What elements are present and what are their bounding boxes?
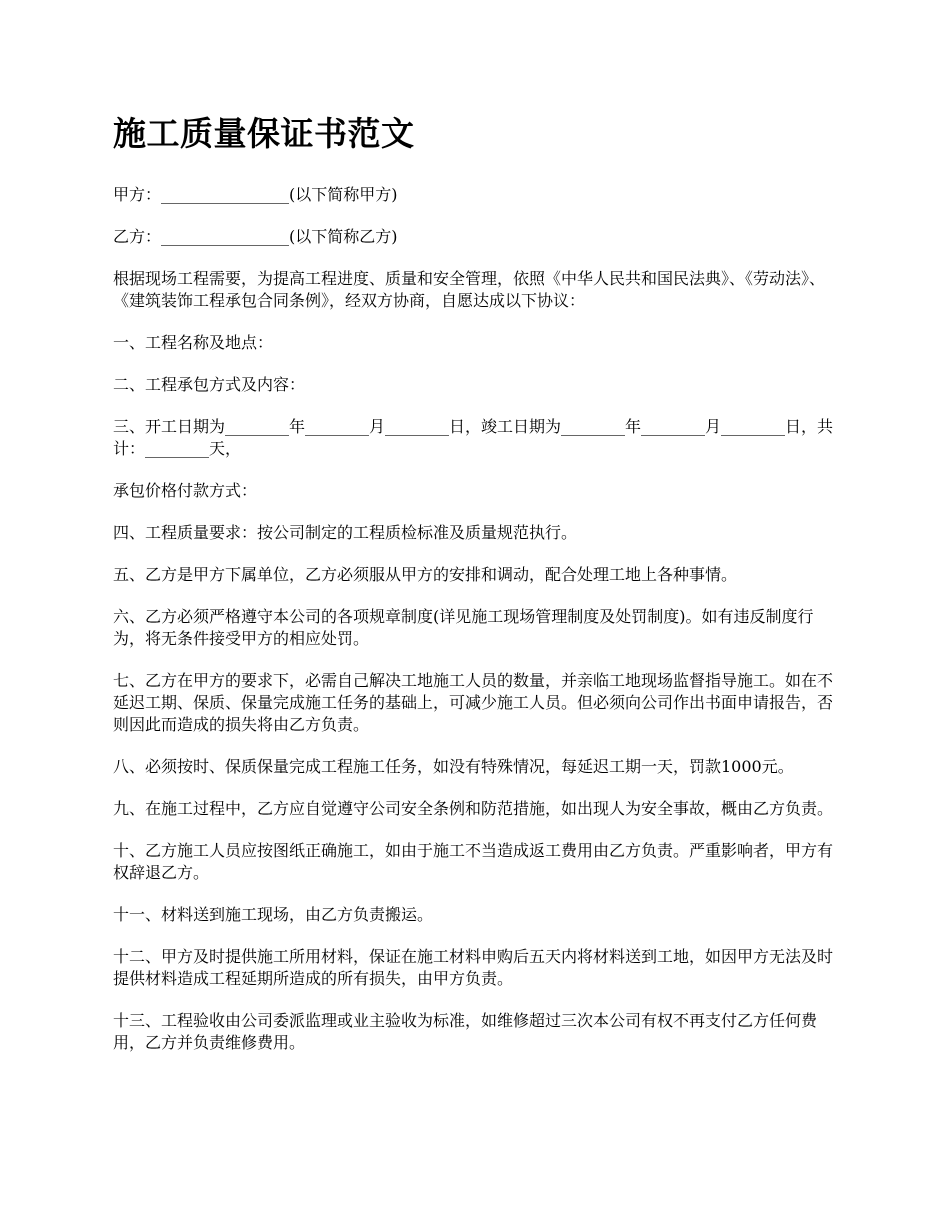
clause-12-materials-supply: 十二、甲方及时提供施工所用材料，保证在施工材料申购后五天内将材料送到工地，如因甲方无法及时提供材料造成工程延期所造成的所有损失，由甲方负责。 xyxy=(113,947,834,988)
clause-10-drawings: 十、乙方施工人员应按图纸正确施工，如由于施工不当造成返工费用由乙方负责。严重影响者，甲方有权辞退乙方。 xyxy=(113,841,834,882)
clause-1-project-name: 一、工程名称及地点： xyxy=(113,333,274,352)
clause-6-regulations: 六、乙方必须严格遵守本公司的各项规章制度(详见施工现场管理制度及处罚制度)。如有违反制度行为，将无条件接受甲方的相应处罚。 xyxy=(113,607,814,648)
clause-3-schedule: 三、开工日期为________年________月________日，竣工日期为________年________月________日，共计：________天， xyxy=(113,417,834,458)
clause-11-materials-handling: 十一、材料送到施工现场，由乙方负责搬运。 xyxy=(113,905,434,924)
clause-13-acceptance: 十三、工程验收由公司委派监理或业主验收为标准，如维修超过三次本公司有权不再支付乙方任何费用，乙方并负责维修费用。 xyxy=(113,1011,818,1052)
clause-9-safety: 九、在施工过程中，乙方应自觉遵守公司安全条例和防范措施，如出现人为安全事故，概由乙方负责。 xyxy=(113,799,834,818)
party-b-line: 乙方：________________(以下简称乙方) xyxy=(113,227,398,246)
party-a-line: 甲方：________________(以下简称甲方) xyxy=(113,185,398,204)
preamble-paragraph: 根据现场工程需要，为提高工程进度、质量和安全管理，依照《中华人民共和国民法典》、《劳动法》、《建筑装饰工程承包合同条例》，经双方协商，自愿达成以下协议： xyxy=(113,269,826,310)
clause-7-staffing: 七、乙方在甲方的要求下，必需自己解决工地施工人员的数量，并亲临工地现场监督指导施工。如在不延迟工期、保质、保量完成施工任务的基础上，可减少施工人员。但必须向公司作出书面申请报告，否则因此而造成的损失将由乙方负责。 xyxy=(113,671,834,734)
clause-5-obedience: 五、乙方是甲方下属单位，乙方必须服从甲方的安排和调动，配合处理工地上各种事情。 xyxy=(113,565,738,584)
payment-method-line: 承包价格付款方式： xyxy=(113,481,258,500)
document-page xyxy=(113,112,841,1074)
clause-8-deadline: 八、必须按时、保质保量完成工程施工任务，如没有特殊情况，每延迟工期一天，罚款1000元。 xyxy=(113,757,794,776)
clause-2-contract-mode: 二、工程承包方式及内容： xyxy=(113,375,306,394)
document-title: 施工质量保证书范文 xyxy=(113,114,415,153)
clause-4-quality: 四、工程质量要求：按公司制定的工程质检标准及质量规范执行。 xyxy=(113,523,578,542)
